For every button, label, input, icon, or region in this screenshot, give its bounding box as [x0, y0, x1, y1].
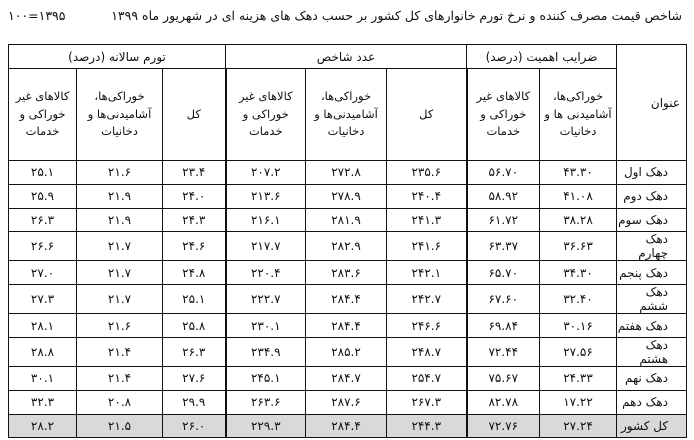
subheader-index-total: کل: [387, 69, 467, 161]
weight-food-cell: ۴۳.۳۰: [540, 161, 617, 185]
index-food-cell: ۲۸۱.۹: [306, 208, 387, 232]
inflation-total-cell: ۲۶.۳: [163, 337, 226, 366]
index-nonfood-cell: ۲۶۳.۶: [226, 390, 306, 414]
row-label: دهک هفتم: [617, 314, 687, 338]
weight-nonfood-cell: ۷۵.۶۷: [467, 366, 540, 390]
weight-food-cell: ۳۲.۴۰: [540, 285, 617, 314]
inflation-total-cell: ۲۳.۴: [163, 161, 226, 185]
index-nonfood-cell: ۲۱۷.۷: [226, 232, 306, 261]
table-row: [9, 161, 687, 185]
index-nonfood-cell: ۲۰۷.۲: [226, 161, 306, 185]
index-nonfood-cell: ۲۲۲.۷: [226, 285, 306, 314]
index-food-cell: ۲۷۸.۹: [306, 184, 387, 208]
inflation-food-cell: ۲۱.۹: [77, 208, 163, 232]
row-label: دهک نهم: [617, 366, 687, 390]
table-row: [9, 314, 687, 338]
row-label: دهک دهم: [617, 390, 687, 414]
document-title: شاخص قیمت مصرف کننده و نرخ تورم خانوارهای کل کشور بر حسب دهک های هزینه ای در شهریور ماه ۱۳۹۹: [111, 8, 682, 23]
inflation-food-cell: ۲۱.۴: [77, 337, 163, 366]
weight-food-cell: ۴۱.۰۸: [540, 184, 617, 208]
index-nonfood-cell: ۲۱۶.۱: [226, 208, 306, 232]
header-row-sub: [9, 69, 687, 161]
weight-food-cell: ۳۶.۶۳: [540, 232, 617, 261]
weight-nonfood-cell: ۸۲.۷۸: [467, 390, 540, 414]
index-nonfood-cell: ۲۳۴.۹: [226, 337, 306, 366]
table-body: [9, 161, 687, 438]
base-year-note: ۱۰۰=۱۳۹۵: [8, 8, 66, 23]
inflation-nonfood-cell: ۲۵.۱: [9, 161, 77, 185]
table-row: [9, 208, 687, 232]
table-row: [9, 366, 687, 390]
inflation-food-cell: ۲۰.۸: [77, 390, 163, 414]
table-row: [9, 337, 687, 366]
index-food-cell: ۲۷۲.۸: [306, 161, 387, 185]
inflation-food-cell: ۲۱.۶: [77, 314, 163, 338]
group-header-weights: ضرایب اهمیت (درصد): [467, 45, 617, 69]
index-total-cell: ۲۵۴.۷: [387, 366, 467, 390]
inflation-food-cell: ۲۱.۵: [77, 414, 163, 438]
row-label: دهک هشتم: [617, 337, 687, 366]
inflation-food-cell: ۲۱.۴: [77, 366, 163, 390]
inflation-food-cell: ۲۱.۷: [77, 261, 163, 285]
weight-food-cell: ۳۸.۲۸: [540, 208, 617, 232]
row-label: دهک چهارم: [617, 232, 687, 261]
group-header-inflation: تورم سالانه (درصد): [9, 45, 226, 69]
header-row-groups: [9, 45, 687, 69]
row-label: کل کشور: [617, 414, 687, 438]
inflation-total-cell: ۲۵.۸: [163, 314, 226, 338]
weight-nonfood-cell: ۶۵.۷۰: [467, 261, 540, 285]
index-total-cell: ۲۴۱.۳: [387, 208, 467, 232]
inflation-total-cell: ۲۶.۰: [163, 414, 226, 438]
weight-nonfood-cell: ۷۲.۴۴: [467, 337, 540, 366]
inflation-food-cell: ۲۱.۶: [77, 161, 163, 185]
inflation-nonfood-cell: ۲۷.۰: [9, 261, 77, 285]
weight-food-cell: ۱۷.۲۲: [540, 390, 617, 414]
inflation-nonfood-cell: ۲۸.۲: [9, 414, 77, 438]
row-label: دهک سوم: [617, 208, 687, 232]
weight-food-cell: ۲۴.۳۳: [540, 366, 617, 390]
inflation-nonfood-cell: ۲۵.۹: [9, 184, 77, 208]
index-food-cell: ۲۸۴.۴: [306, 314, 387, 338]
inflation-nonfood-cell: ۲۶.۳: [9, 208, 77, 232]
cpi-decile-table: [8, 44, 687, 438]
table-row: [9, 390, 687, 414]
weight-nonfood-cell: ۵۶.۷۰: [467, 161, 540, 185]
weight-food-cell: ۳۰.۱۶: [540, 314, 617, 338]
weight-nonfood-cell: ۶۹.۸۴: [467, 314, 540, 338]
index-food-cell: ۲۸۴.۴: [306, 414, 387, 438]
inflation-nonfood-cell: ۲۷.۳: [9, 285, 77, 314]
index-nonfood-cell: ۲۱۳.۶: [226, 184, 306, 208]
weight-nonfood-cell: ۶۱.۷۲: [467, 208, 540, 232]
subheader-index-food: خوراکی‌ها، آشامیدنی‌ها و دخانیات: [306, 69, 387, 161]
index-total-cell: ۲۴۰.۴: [387, 184, 467, 208]
group-header-index: عدد شاخص: [226, 45, 467, 69]
subheader-inflation-food: خوراکی‌ها، آشامیدنی‌ها و دخانیات: [77, 69, 163, 161]
table-row: [9, 261, 687, 285]
row-label: دهک اول: [617, 161, 687, 185]
index-total-cell: ۲۶۷.۳: [387, 390, 467, 414]
index-nonfood-cell: ۲۴۵.۱: [226, 366, 306, 390]
row-label: دهک دوم: [617, 184, 687, 208]
weight-nonfood-cell: ۷۲.۷۶: [467, 414, 540, 438]
inflation-total-cell: ۲۴.۰: [163, 184, 226, 208]
index-food-cell: ۲۸۲.۹: [306, 232, 387, 261]
index-food-cell: ۲۸۴.۴: [306, 285, 387, 314]
index-total-cell: ۲۴۲.۱: [387, 261, 467, 285]
table-row: [9, 285, 687, 314]
row-label: دهک پنجم: [617, 261, 687, 285]
weight-nonfood-cell: ۶۷.۶۰: [467, 285, 540, 314]
inflation-food-cell: ۲۱.۷: [77, 285, 163, 314]
index-total-cell: ۲۳۵.۶: [387, 161, 467, 185]
weight-nonfood-cell: ۶۳.۳۷: [467, 232, 540, 261]
index-nonfood-cell: ۲۳۰.۱: [226, 314, 306, 338]
subheader-inflation-nonfood: کالاهای غیر خوراکی و خدمات: [9, 69, 77, 161]
inflation-total-cell: ۲۵.۱: [163, 285, 226, 314]
weight-nonfood-cell: ۵۸.۹۲: [467, 184, 540, 208]
row-header: عنوان: [617, 45, 687, 161]
index-total-cell: ۲۴۶.۶: [387, 314, 467, 338]
index-total-cell: ۲۴۸.۷: [387, 337, 467, 366]
subheader-weights-food: خوراکی‌ها، آشامیدنی ها و دخانیات: [540, 69, 617, 161]
weight-food-cell: ۲۷.۵۶: [540, 337, 617, 366]
index-total-cell: ۲۴۱.۶: [387, 232, 467, 261]
index-food-cell: ۲۸۴.۷: [306, 366, 387, 390]
table-row: [9, 184, 687, 208]
index-total-cell: ۲۴۴.۳: [387, 414, 467, 438]
index-nonfood-cell: ۲۲۰.۴: [226, 261, 306, 285]
weight-food-cell: ۲۷.۲۴: [540, 414, 617, 438]
inflation-food-cell: ۲۱.۹: [77, 184, 163, 208]
subheader-inflation-total: کل: [163, 69, 226, 161]
inflation-nonfood-cell: ۲۸.۸: [9, 337, 77, 366]
subheader-weights-nonfood: کالاهای غیر خوراکی و خدمات: [467, 69, 540, 161]
inflation-total-cell: ۲۹.۹: [163, 390, 226, 414]
inflation-total-cell: ۲۷.۶: [163, 366, 226, 390]
inflation-food-cell: ۲۱.۷: [77, 232, 163, 261]
index-food-cell: ۲۸۷.۶: [306, 390, 387, 414]
table-row: [9, 414, 687, 438]
subheader-index-nonfood: کالاهای غیر خوراکی و خدمات: [226, 69, 306, 161]
inflation-nonfood-cell: ۳۰.۱: [9, 366, 77, 390]
table-row: [9, 232, 687, 261]
inflation-total-cell: ۲۴.۳: [163, 208, 226, 232]
inflation-total-cell: ۲۴.۸: [163, 261, 226, 285]
row-label: دهک ششم: [617, 285, 687, 314]
index-total-cell: ۲۴۲.۷: [387, 285, 467, 314]
inflation-nonfood-cell: ۲۸.۱: [9, 314, 77, 338]
inflation-nonfood-cell: ۳۲.۳: [9, 390, 77, 414]
inflation-total-cell: ۲۴.۶: [163, 232, 226, 261]
inflation-nonfood-cell: ۲۶.۶: [9, 232, 77, 261]
index-food-cell: ۲۸۳.۶: [306, 261, 387, 285]
index-nonfood-cell: ۲۲۹.۳: [226, 414, 306, 438]
weight-food-cell: ۳۴.۳۰: [540, 261, 617, 285]
index-food-cell: ۲۸۵.۲: [306, 337, 387, 366]
